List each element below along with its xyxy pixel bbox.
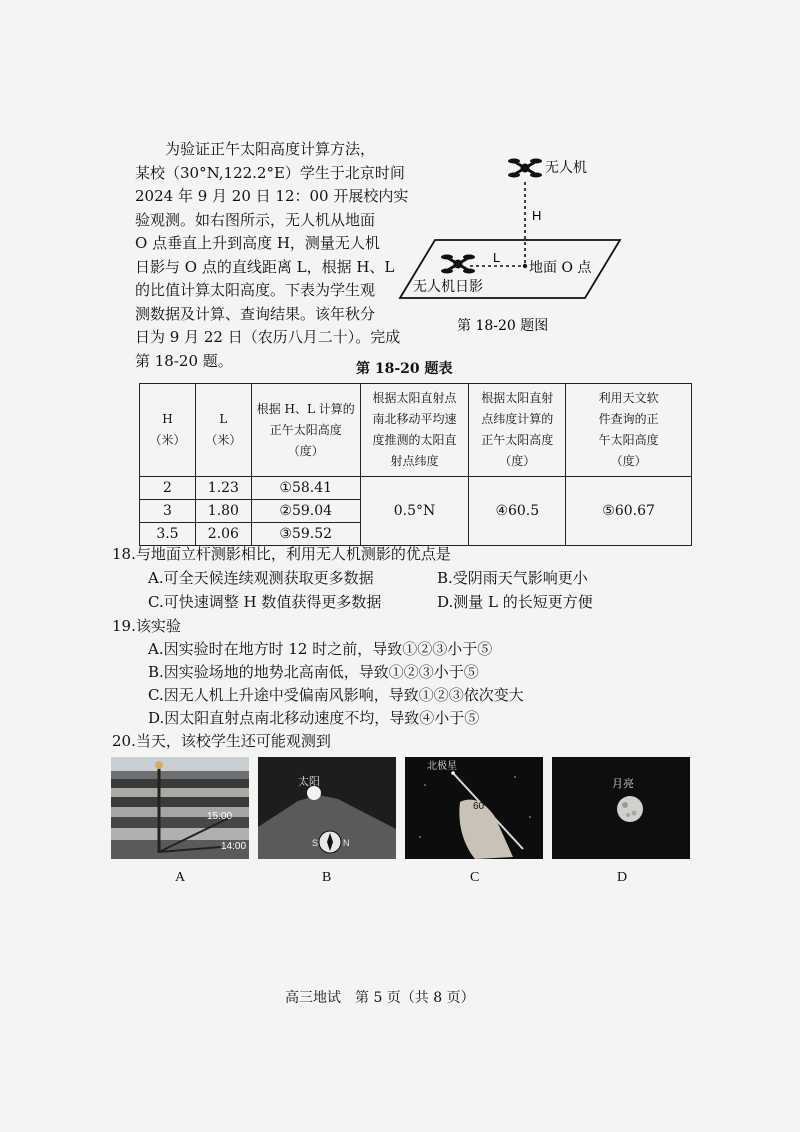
header-soft: 利用天文软 件查询的正 午太阳高度 （度） — [566, 384, 692, 477]
moon-icon — [617, 796, 643, 822]
header-calc: 根据 H、L 计算的 正午太阳高度 （度） — [251, 384, 360, 477]
cell-angle: ①58.41 — [251, 477, 360, 500]
intro-line: 某校（30°N,122.2°E）学生于北京时间 — [135, 163, 405, 182]
svg-text:北极星: 北极星 — [427, 761, 457, 772]
h-label: H — [532, 208, 542, 223]
cell-lat: 0.5°N — [360, 477, 469, 546]
table-row — [140, 477, 692, 500]
cell-angle: ③59.52 — [251, 523, 360, 546]
shadow-label: 无人机日影 — [413, 279, 483, 295]
page-footer: 高三地试 第 5 页（共 8 页） — [285, 990, 475, 1006]
drone-label: 无人机 — [545, 160, 587, 176]
intro-line: O 点垂直上升到高度 H，测量无人机 — [135, 234, 380, 252]
cell-angle: ②59.04 — [251, 500, 360, 523]
intro-line: 为验证正午太阳高度计算方法， — [165, 140, 376, 158]
q18-option-c: C.可快速调整 H 数值获得更多数据 — [148, 593, 382, 611]
svg-text:15:00: 15:00 — [207, 811, 233, 822]
drone-icon — [508, 159, 542, 178]
q19-option-c: C.因无人机上升途中受偏南风影响，导致①②③依次变大 — [148, 686, 524, 704]
q19-option-b: B.因实验场地的地势北高南低，导致①②③小于⑤ — [148, 663, 479, 681]
cell-calc2: ④60.5 — [469, 477, 566, 546]
sun-icon — [307, 786, 321, 800]
q18-option-d: D.测量 L 的长短更方便 — [437, 593, 593, 611]
cell-soft: ⑤60.67 — [566, 477, 692, 546]
photo-c-caption: C — [470, 870, 480, 885]
svg-text:月亮: 月亮 — [612, 777, 634, 790]
point-o-label: 地面 O 点 — [529, 260, 592, 276]
header-calc2: 根据太阳直射 点纬度计算的 正午太阳高度 （度） — [469, 384, 566, 477]
q18-option-a: A.可全天候连续观测获取更多数据 — [148, 569, 374, 587]
photo-d-caption: D — [617, 870, 628, 885]
svg-text:14:00: 14:00 — [221, 841, 247, 852]
photo-a-caption: A — [175, 870, 186, 885]
data-table — [139, 383, 692, 546]
q19-option-d: D.因太阳直射点南北移动速度不均，导致④小于⑤ — [148, 709, 480, 727]
intro-paragraph — [135, 138, 409, 373]
intro-line: 2024 年 9 月 20 日 12：00 开展校内实 — [135, 187, 409, 205]
svg-text:S: S — [312, 838, 319, 848]
table-header-row — [140, 384, 692, 477]
photo-b-caption: B — [322, 870, 332, 885]
svg-text:太阳: 太阳 — [298, 775, 320, 788]
intro-line: 的比值计算太阳高度。下表为学生观 — [135, 281, 376, 299]
intro-line: 第 18-20 题。 — [135, 351, 233, 370]
cell-h: 3 — [140, 500, 196, 523]
figure-caption: 第 18-20 题图 — [457, 318, 549, 334]
q18-option-b: B.受阴雨天气影响更小 — [437, 569, 588, 587]
drone-shadow-icon — [441, 255, 475, 274]
svg-text:N: N — [343, 838, 350, 848]
header-h: H （米） — [140, 384, 196, 477]
q19-stem: 19.该实验 — [112, 617, 181, 635]
q20-stem: 20.当天，该校学生还可能观测到 — [112, 732, 331, 750]
cell-l: 1.23 — [195, 477, 251, 500]
point-o — [523, 264, 527, 268]
intro-line: 验观测。如右图所示，无人机从地面 — [135, 210, 376, 229]
photo-d-moon — [552, 757, 690, 859]
photo-a-sundial — [111, 757, 249, 859]
intro-line: 日影与 O 点的直线距离 L，根据 H、L — [135, 257, 395, 276]
l-label: L — [493, 250, 501, 265]
q19-option-a: A.因实验时在地方时 12 时之前，导致①②③小于⑤ — [148, 640, 493, 658]
cell-h: 2 — [140, 477, 196, 500]
table-title: 第 18-20 题表 — [356, 361, 453, 377]
header-l: L （米） — [195, 384, 251, 477]
cell-l: 2.06 — [195, 523, 251, 546]
header-lat: 根据太阳直射点 南北移动平均速 度推测的太阳直 射点纬度 — [360, 384, 469, 477]
photo-b-sunset — [258, 757, 396, 859]
photo-c-polaris — [405, 757, 543, 859]
intro-line: 测数据及计算、查询结果。该年秋分 — [135, 304, 376, 323]
cell-l: 1.80 — [195, 500, 251, 523]
drone-diagram — [395, 150, 625, 350]
svg-text:60°: 60° — [473, 801, 489, 812]
q18-stem: 18.与地面立杆测影相比，利用无人机测影的优点是 — [112, 545, 451, 563]
cell-h: 3.5 — [140, 523, 196, 546]
intro-line: 日为 9 月 22 日（农历八月二十）。完成 — [135, 328, 401, 346]
